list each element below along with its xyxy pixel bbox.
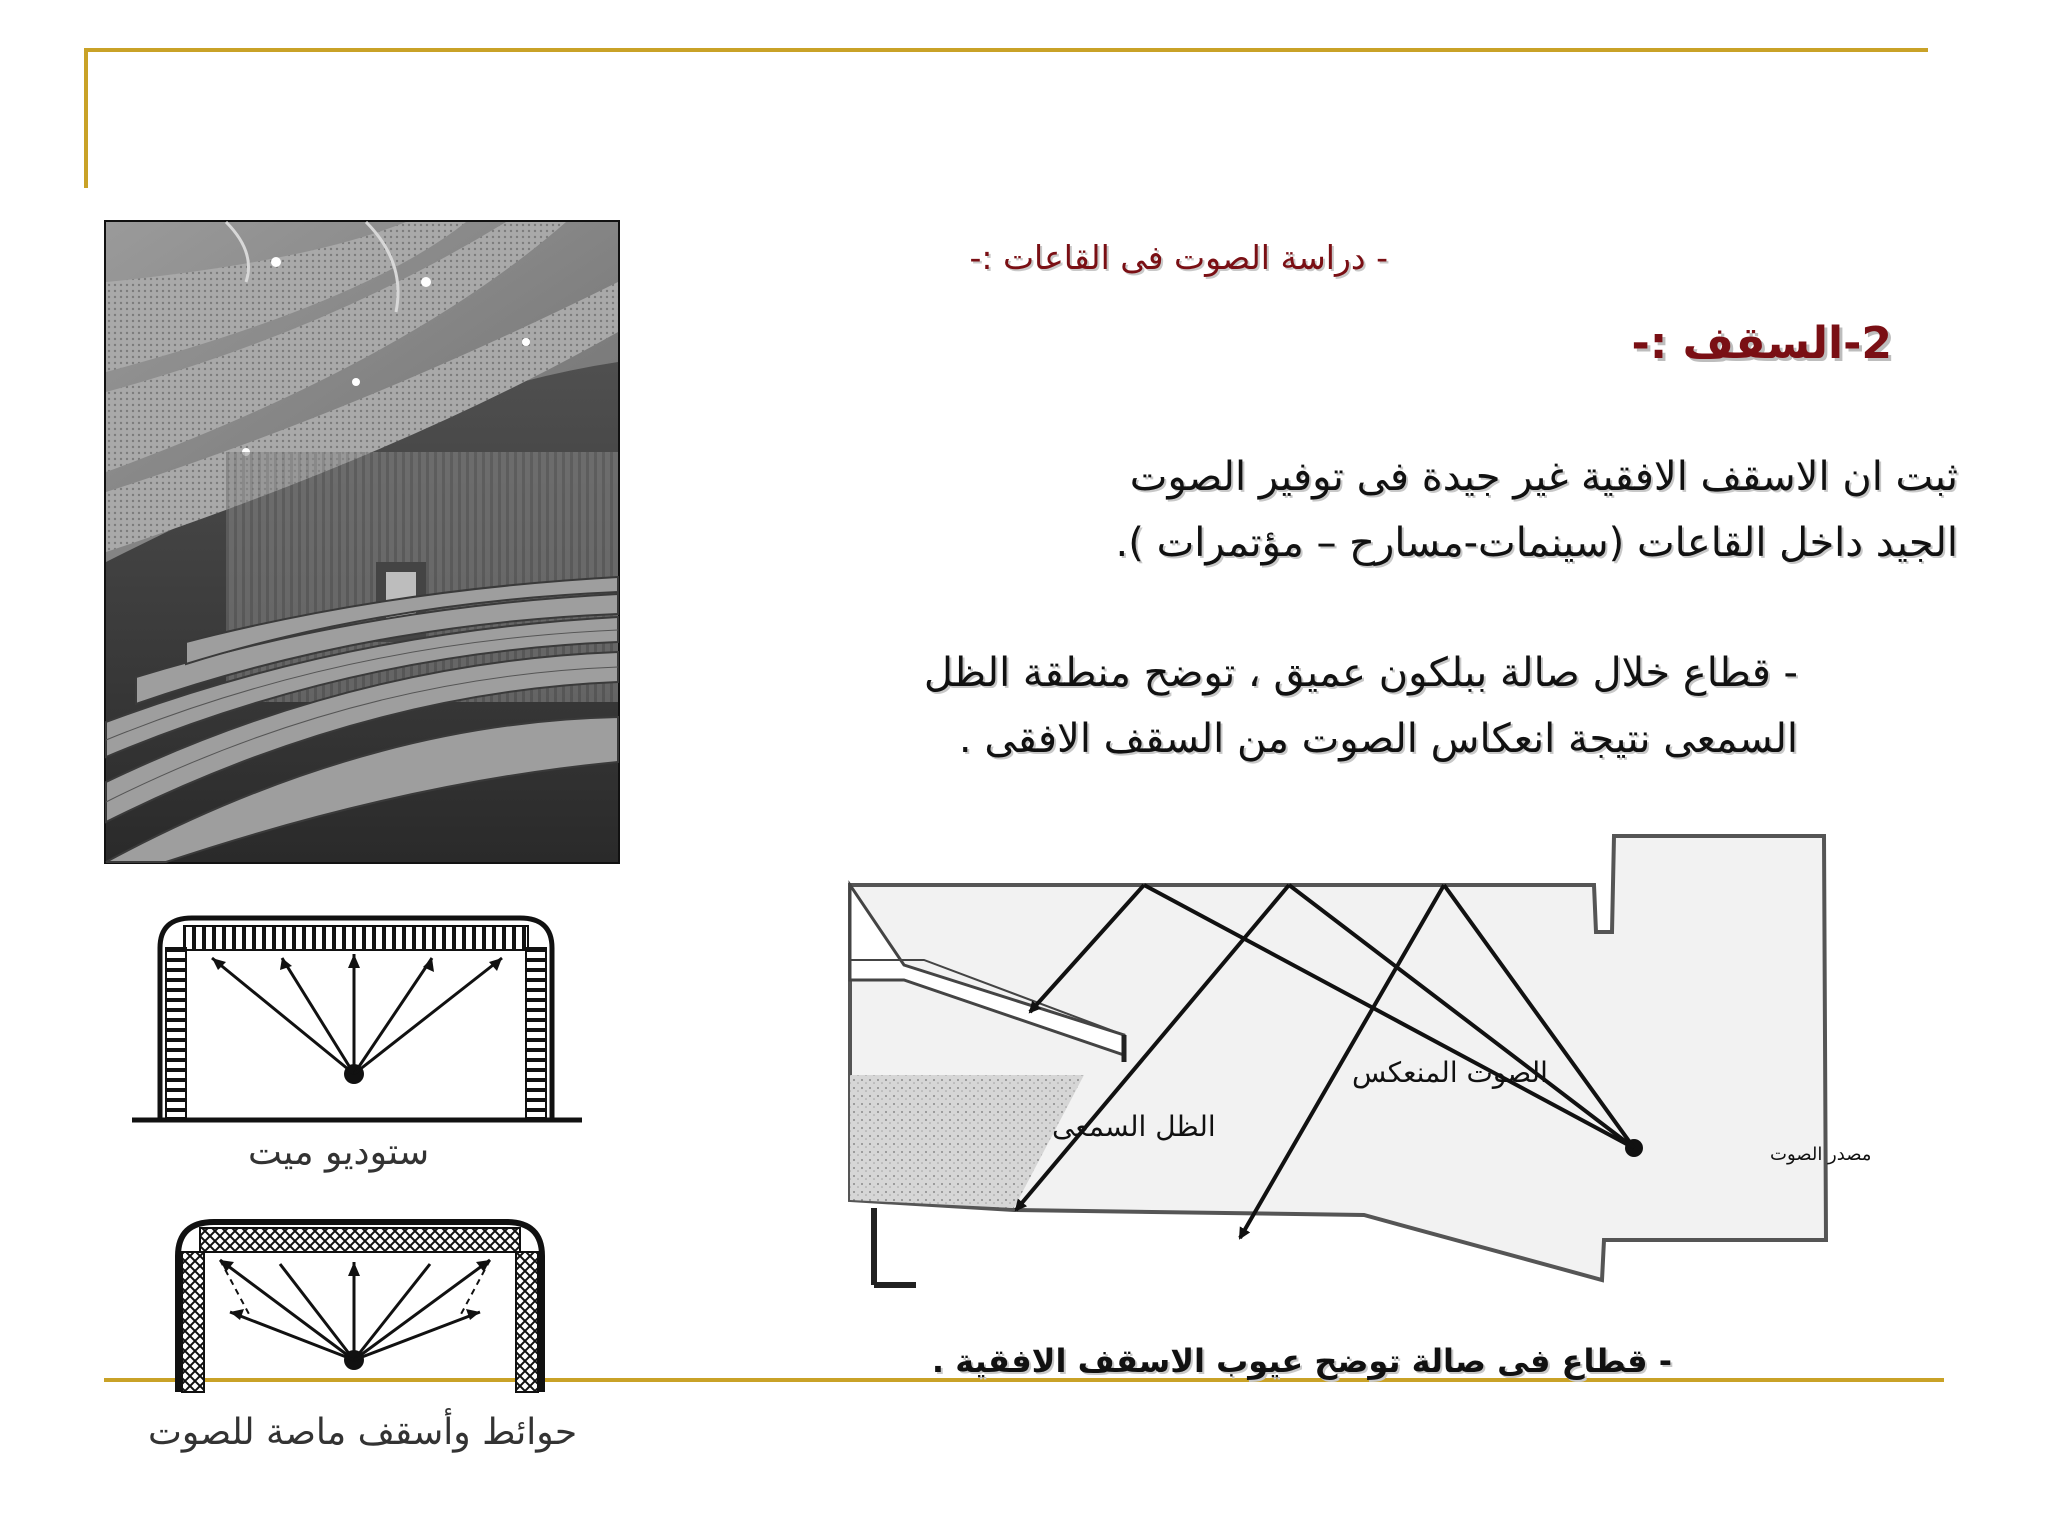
absorbent-figure (160, 1216, 570, 1396)
auditorium-photo-drawing (106, 222, 618, 862)
diagram-caption: - قطاع فى صالة توضح عيوب الاسقف الافقية . (931, 1342, 1672, 1380)
intro-line-1: ثبت ان الاسقف الافقية غير جيدة فى توفير الصوت (1129, 454, 1958, 500)
section-line-2: السمعى نتيجة انعكاس الصوت من السقف الافقى . (958, 716, 1798, 762)
left-accent-bar (84, 48, 88, 188)
intro-line-2: الجيد داخل القاعات (سينمات-مسارح – مؤتمرات ). (1115, 520, 1958, 566)
section-line-1: - قطاع خلال صالة ببلكون عميق ، توضح منطقة الظل (923, 650, 1798, 696)
section-diagram (844, 830, 1872, 1310)
slide-subheading: 2-السقف :- (1631, 318, 1892, 369)
studio-figure (132, 908, 588, 1128)
intro-paragraph (958, 444, 1958, 576)
slide-heading: - دراسة الصوت فى القاعات :- (969, 238, 1388, 277)
top-divider (86, 48, 1928, 52)
absorbent-label: حوائط وأسقف ماصة للصوت (148, 1412, 578, 1453)
acoustic-shadow-label: الظل السمعى (1052, 1110, 1216, 1143)
sound-source-label: مصدر الصوت (1770, 1144, 1872, 1165)
section-paragraph (798, 640, 1798, 772)
studio-label: ستوديو ميت (248, 1132, 430, 1173)
auditorium-photo (104, 220, 620, 864)
reflected-sound-label: الصوت المنعكس (1352, 1056, 1548, 1089)
